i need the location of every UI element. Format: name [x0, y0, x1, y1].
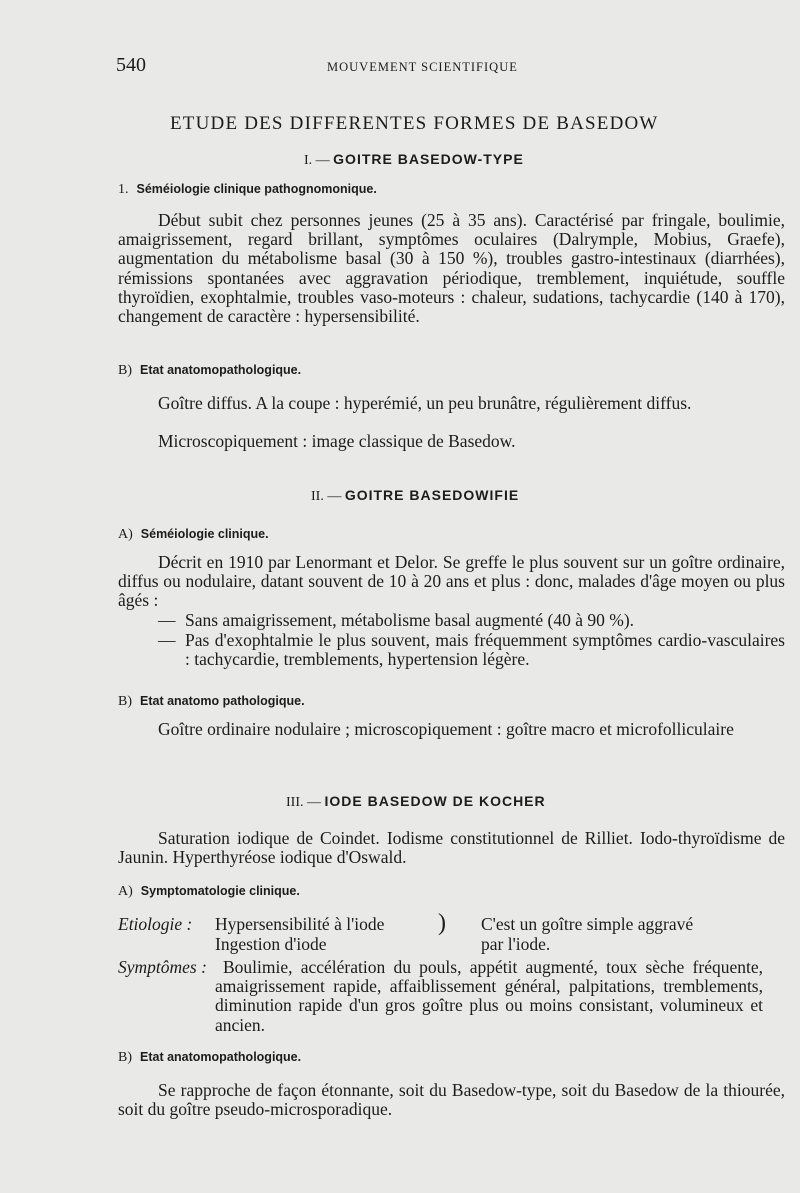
subheading-text: Séméiologie clinique. [140, 527, 269, 541]
subheading-text: Symptomatologie clinique. [140, 884, 300, 898]
part1-subheading-1 [118, 182, 377, 198]
part1-heading [304, 151, 524, 169]
part3-heading [286, 793, 546, 811]
subheading-text: Etat anatomo pathologique. [140, 694, 305, 708]
subheading-text: Séméiologie clinique pathognomonique. [136, 182, 377, 196]
running-head: MOUVEMENT SCIENTIFIQUE [327, 60, 518, 74]
list-item: Pas d'exophtalmie le plus souvent, mais fréquemment symptômes cardio-vasculaires : tachycardie, tremblements, hypertension légère. [185, 630, 785, 670]
part2-number: II. — [311, 489, 342, 504]
subheading-label: A) [118, 527, 133, 542]
etiologie-label: Etiologie : [118, 914, 193, 934]
brace-icon: ) [438, 910, 446, 936]
subheading-label: B) [118, 1050, 132, 1065]
part2-subheading-2 [118, 694, 305, 710]
list-dash: — [158, 630, 176, 650]
part3-number: III. — [286, 795, 321, 810]
part2-paragraph-2: Goître ordinaire nodulaire ; microscopiquement : goître macro et microfolliculaire [158, 719, 734, 739]
part3-paragraph-2: Se rapproche de façon étonnante, soit du Basedow-type, soit du Basedow de la thiourée, soit du goître pseudo-microsporadique. [118, 1080, 785, 1120]
etiologie-line-2: Ingestion d'iode [215, 934, 327, 954]
part1-number: I. — [304, 153, 330, 168]
etiologie-right-2: par l'iode. [481, 934, 551, 954]
part3-subheading-1 [118, 884, 300, 900]
subheading-label: B) [118, 694, 132, 709]
part2-paragraph: Décrit en 1910 par Lenormant et Delor. Se greffe le plus souvent sur un goître ordinaire, diffus ou nodulaire, datant souvent de 10 à 20 ans et plus : donc, malades d'âge moyen ou plus âgés : [118, 552, 785, 611]
subheading-text: Etat anatomopathologique. [140, 363, 302, 377]
list-item: Sans amaigrissement, métabolisme basal augmenté (40 à 90 %). [185, 610, 635, 630]
etiologie-line-1: Hypersensibilité à l'iode [215, 914, 385, 934]
subheading-label: 1. [118, 182, 129, 197]
part3-title: IODE BASEDOW DE KOCHER [324, 793, 546, 809]
subheading-label: A) [118, 884, 133, 899]
subheading-label: B) [118, 363, 132, 378]
part3-subheading-2 [118, 1050, 301, 1066]
part1-subheading-2 [118, 363, 301, 379]
symptomes-text: Boulimie, accélération du pouls, appétit augmenté, toux sèche fréquente, amaigrissement rapide, affaiblissement général, palpitations, tremblements, diminution rapide d'un gros goître plus ou moins consistant, volumineux et ancien. [215, 957, 763, 1035]
part2-heading [311, 487, 519, 505]
list-dash: — [158, 610, 176, 630]
part2-title: GOITRE BASEDOWIFIE [344, 487, 520, 503]
part3-paragraph: Saturation iodique de Coindet. Iodisme constitutionnel de Rilliet. Iodo-thyroïdisme de Jaunin. Hyperthyréose iodique d'Oswald. [118, 828, 785, 868]
part2-subheading-1 [118, 527, 269, 543]
part1-paragraph: Début subit chez personnes jeunes (25 à 35 ans). Caractérisé par fringale, boulimie, amaigrissement, regard brillant, symptômes oculaires (Dalrymple, Mobius, Graefe), augmentation du métabolisme basal (30 à 150 %), troubles gastro-intestinaux (diarrhées), rémissions spontanées avec aggravation périodique, tremblement, inquiétude, souffle thyroïdien, exophtalmie, troubles vaso-moteurs : chaleur, sudations, tachycardie (140 à 170), changement de caractère : hypersensibilité. [118, 210, 785, 327]
page-number: 540 [116, 54, 146, 76]
etiologie-right-1: C'est un goître simple aggravé [481, 914, 694, 934]
part1-paragraph-2: Goître diffus. A la coupe : hyperémié, un peu brunâtre, régulièrement diffus. [158, 393, 692, 413]
part1-paragraph-3: Microscopiquement : image classique de Basedow. [158, 431, 516, 451]
part1-title: GOITRE BASEDOW-TYPE [333, 151, 524, 167]
subheading-text: Etat anatomopathologique. [140, 1050, 302, 1064]
symptomes-label: Symptômes : [118, 957, 207, 977]
page-title: ETUDE DES DIFFERENTES FORMES DE BASEDOW [170, 113, 659, 134]
